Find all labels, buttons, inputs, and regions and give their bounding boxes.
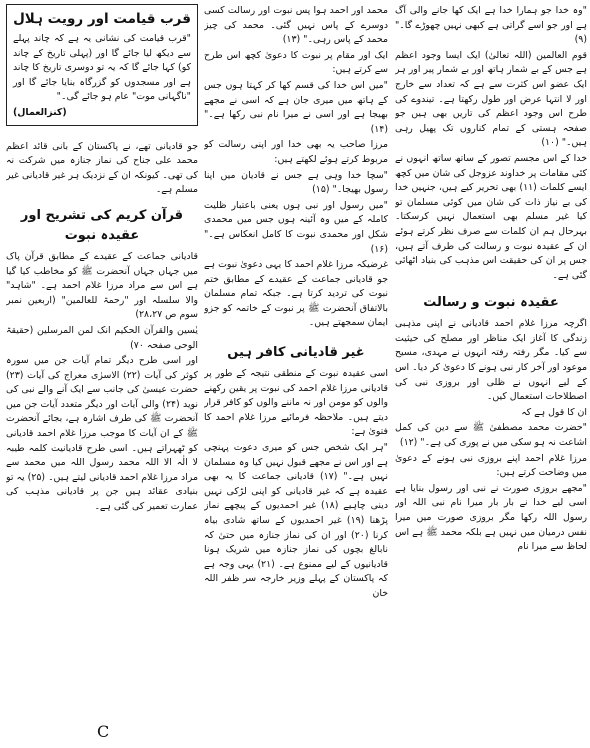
quote: "سچا خدا وہی ہے جس نے قادیان میں اپنا رسول بھیجا۔" (۱۵) bbox=[204, 169, 388, 196]
quote: "میں رسول اور نبی ہوں یعنی باعتبار ظلیت کاملہ کے میں وہ آئینہ ہوں جس میں محمدی شکل اور محمدی نبوت کا کامل انعکاس ہے۔" (۱۶) bbox=[204, 199, 388, 255]
left-column bbox=[6, 4, 198, 739]
paragraph: قوم العالمین (اللہ تعالیٰ) ایک ایسا وجود اعظم ہے جس کے بے شمار ہاتھ اور بے شمار پیر اور ہر ایک عضو اس کثرت سے ہے کہ تعداد سے خارج اور لا انتہا عرض اور طول رکھتا ہے۔ تیندوے کی طرح اس وجود اعظم کی تاریں بھی ہیں جو صفحہ ہستی کے تمام کناروں تک پھیل رہی ہیں۔" (۱۰) bbox=[395, 49, 587, 149]
paragraph: مرزا غلام احمد اپنے بروزی نبی ہونے کے دعویٰ میں وضاحت کرتے ہیں: bbox=[395, 452, 587, 479]
box-body: "قرب قیامت کی نشانی یہ ہے کہ چاند پہلے سے دیکھ لیا جائے گا اور (پہلی تاریخ کے چاند کو) کہا جائے گا کہ یہ تو دوسری تاریخ کا چاند ہے اور مسجدوں کو گزرگاہ بنایا جائے گا اور "ناگہانی موت" عام ہو جائے گی۔" bbox=[13, 33, 191, 103]
paragraph: جو قادیانی تھے، نے پاکستان کے بانی قائد اعظم محمد علی جناح کی نماز جنازہ میں شرکت نہ کی تھی۔ کیونکہ ان کے نزدیک ہر غیر قادیانی غیر مسلم ہے۔ bbox=[6, 140, 198, 196]
box-heading: قرب قیامت اور رویت ہلال bbox=[13, 11, 191, 27]
boxed-note bbox=[6, 4, 198, 126]
paragraph: اگرچہ مرزا غلام احمد قادیانی نے اپنی مذہبی زندگی کا آغاز ایک مناظر اور مصلح کی حیثیت سے کیا۔ مگر رفتہ رفتہ انہوں نے مہدی، مسیح موعود اور آخر کار نبی ہونے کا دعویٰ کر دیا۔ اس کے لیے انہوں نے ظلی اور بروزی نبی کی اصطلاحات استعمال کیں۔ bbox=[395, 318, 587, 403]
page-marker: C bbox=[97, 722, 110, 741]
quote: "میں اس خدا کی قسم کھا کر کہتا ہوں جس کے ہاتھ میں میری جان ہے کہ اسی نے مجھے بھیجا ہے اور اسی نے میرا نام نبی رکھا ہے۔" (۱۴) bbox=[204, 79, 388, 135]
paragraph: قادیانی جماعت کے عقیدے کے مطابق قرآن پاک میں جہاں جہاں آنحضرت ﷺ کو مخاطب کیا گیا ہے اس سے مراد مرزا غلام احمد ہے۔ "شاہد" والا سلسلہ اور "رحمۃ للعالمین" (اربعین نمبر سوم ص ۲۸،۲۷) bbox=[6, 250, 198, 321]
right-column bbox=[395, 4, 587, 739]
paragraph: خدا کے اس مجسم تصور کے ساتھ ساتھ انہوں نے کئی مقامات پر خداوند عزوجل کی شان میں کچھ ایسے کلمات (۱۱) بھی تحریر کیے ہیں، جنہیں خدا کی بے نیاز ذات کی شان میں کوئی مسلمان تو کیا غیر مسلم بھی استعمال نہیں کرسکتا۔ بہرحال ہم ان کلمات سے صرف نظر کرتے ہوئے ان کے عقیدہ نبوت و رسالت کی طرف آتے ہیں، جس پر ان کی حقیقت اس مذہب کی بنیاد اٹھائی گئی ہے۔ bbox=[395, 152, 587, 281]
box-source: (کنزالعمال) bbox=[13, 106, 67, 118]
section-heading: قرآن کریم کی تشریح اور عقیدہ نبوت bbox=[20, 207, 184, 243]
quote: "حضرت محمد مصطفیٰ ﷺ سے دین کی کمل اشاعت نہ ہو سکی میں نے پوری کی ہے۔" (۱۲) bbox=[395, 422, 587, 449]
paragraph: ایک اور مقام پر نبوت کا دعویٰ کچھ اس طرح سے کرتے ہیں: bbox=[204, 49, 388, 76]
paragraph: "وہ خدا جو ہمارا خدا ہے ایک کھا جانے والی آگ ہے اور جو اسے گراتی ہے کبھی نہیں چھوڑے گا۔" (۹) bbox=[395, 5, 587, 46]
quote: "ہر ایک شخص جس کو میری دعوت پہنچی ہے اور اس نے مجھے قبول نہیں کیا وہ مسلمان نہیں ہے۔" (۱۷) قادیانی جماعت کا یہ بھی عقیدہ ہے کہ غیر قادیانی کو اپنی لڑکی نہیں دینی چاہیے (۱۸) غیر احمدیوں کے پیچھے نماز پڑھنا (۱۹) غیر احمدیوں کے ساتھ شادی بیاہ کرنا (۲۰) اور ان کی نماز جنازہ میں حتیٰ کہ نابالغ بچوں کی نماز جنازہ میں شریک ہونا قادیانیوں کے لیے ممنوع ہے۔ (۲۱) یہی وجہ ہے کہ پاکستان کے پہلے وزیر خارجہ سر ظفر اللہ خان bbox=[204, 442, 388, 599]
paragraph: مرزا صاحب یہ بھی خدا اور اپنی رسالت کو مربوط کرتے ہوئے لکھتے ہیں: bbox=[204, 139, 388, 165]
section-heading: عقیدہ نبوت و رسالت bbox=[423, 295, 559, 311]
paragraph: ان کا قول ہے کہ bbox=[521, 406, 587, 418]
paragraph: محمد اور احمد ہوا پس نبوت اور رسالت کسی دوسرے کے پاس نہیں گئی۔ محمد کی چیز محمد کے پاس رہی۔" (۱۳) bbox=[204, 5, 388, 46]
section-heading: غیر قادیانی کافر ہیں bbox=[227, 345, 365, 361]
paragraph: اور اسی طرح دیگر تمام آیات جن میں سورہ کوثر کی آیات (۲۲) الاسرٰی معراج کی آیات (۲۳) حضرت عیسیٰ کی جانب سے ایک آنے والے نبی کی نوید (۲۴) والی آیات اور دیگر متعدد آیات جن میں آنحضرت ﷺ کی طرف اشارہ ہے، بجائے آنحضرت ﷺ کے ان آیات کا موجب مرزا غلام احمد قادیانی کو ٹھہراتے ہیں۔ اسی طرح قادیانیت کلمہ طیبہ لا الٰہ الا اللہ محمد رسول اللہ میں محمد سے مراد مرزا غلام احمد قادیانی لیتے ہیں۔ (۲۵) یہ تو بنیادی عقائد ہیں جن پر قادیانی مذہب کی عمارت تعمیر کی گئی ہے۔ bbox=[6, 355, 198, 513]
paragraph: غرضیکہ مرزا غلام احمد کا یہی دعویٰ نبوت ہے جو قادیانی جماعت کے عقیدے کے مطابق ختم نبوت کی تردید کرتا ہے۔ جبکہ تمام مسلمان بالاتفاق آنحضرت ﷺ پر نبوت کے خاتمہ کو جزو ایمان سمجھتے ہیں۔ bbox=[204, 259, 388, 329]
middle-column bbox=[204, 4, 388, 739]
paragraph: اسی عقیدہ نبوت کے منطقی نتیجہ کے طور پر قادیانی مرزا غلام احمد کی نبوت پر یقین رکھنے والوں کو مومن اور نہ ماننے والوں کو کافر قرار دیتے ہیں۔ ملاحظہ فرمائیے مرزا غلام احمد کا فتویٰ ہے: bbox=[204, 368, 388, 438]
paragraph: یٰسین والقرآن الحکیم انک لمن المرسلین (حقیقۃ الوحی صفحہ ۷۰) bbox=[6, 324, 198, 351]
quote: "مجھے بروزی صورت نے نبی اور رسول بنایا ہے اسی لیے خدا نے بار بار میرا نام نبی اللہ اور رسول اللہ رکھا مگر بروزی صورت میں میرا نفس درمیان میں نہیں ہے بلکہ محمد ﷺ ہے اس لحاظ سے میرا نام bbox=[395, 482, 587, 553]
